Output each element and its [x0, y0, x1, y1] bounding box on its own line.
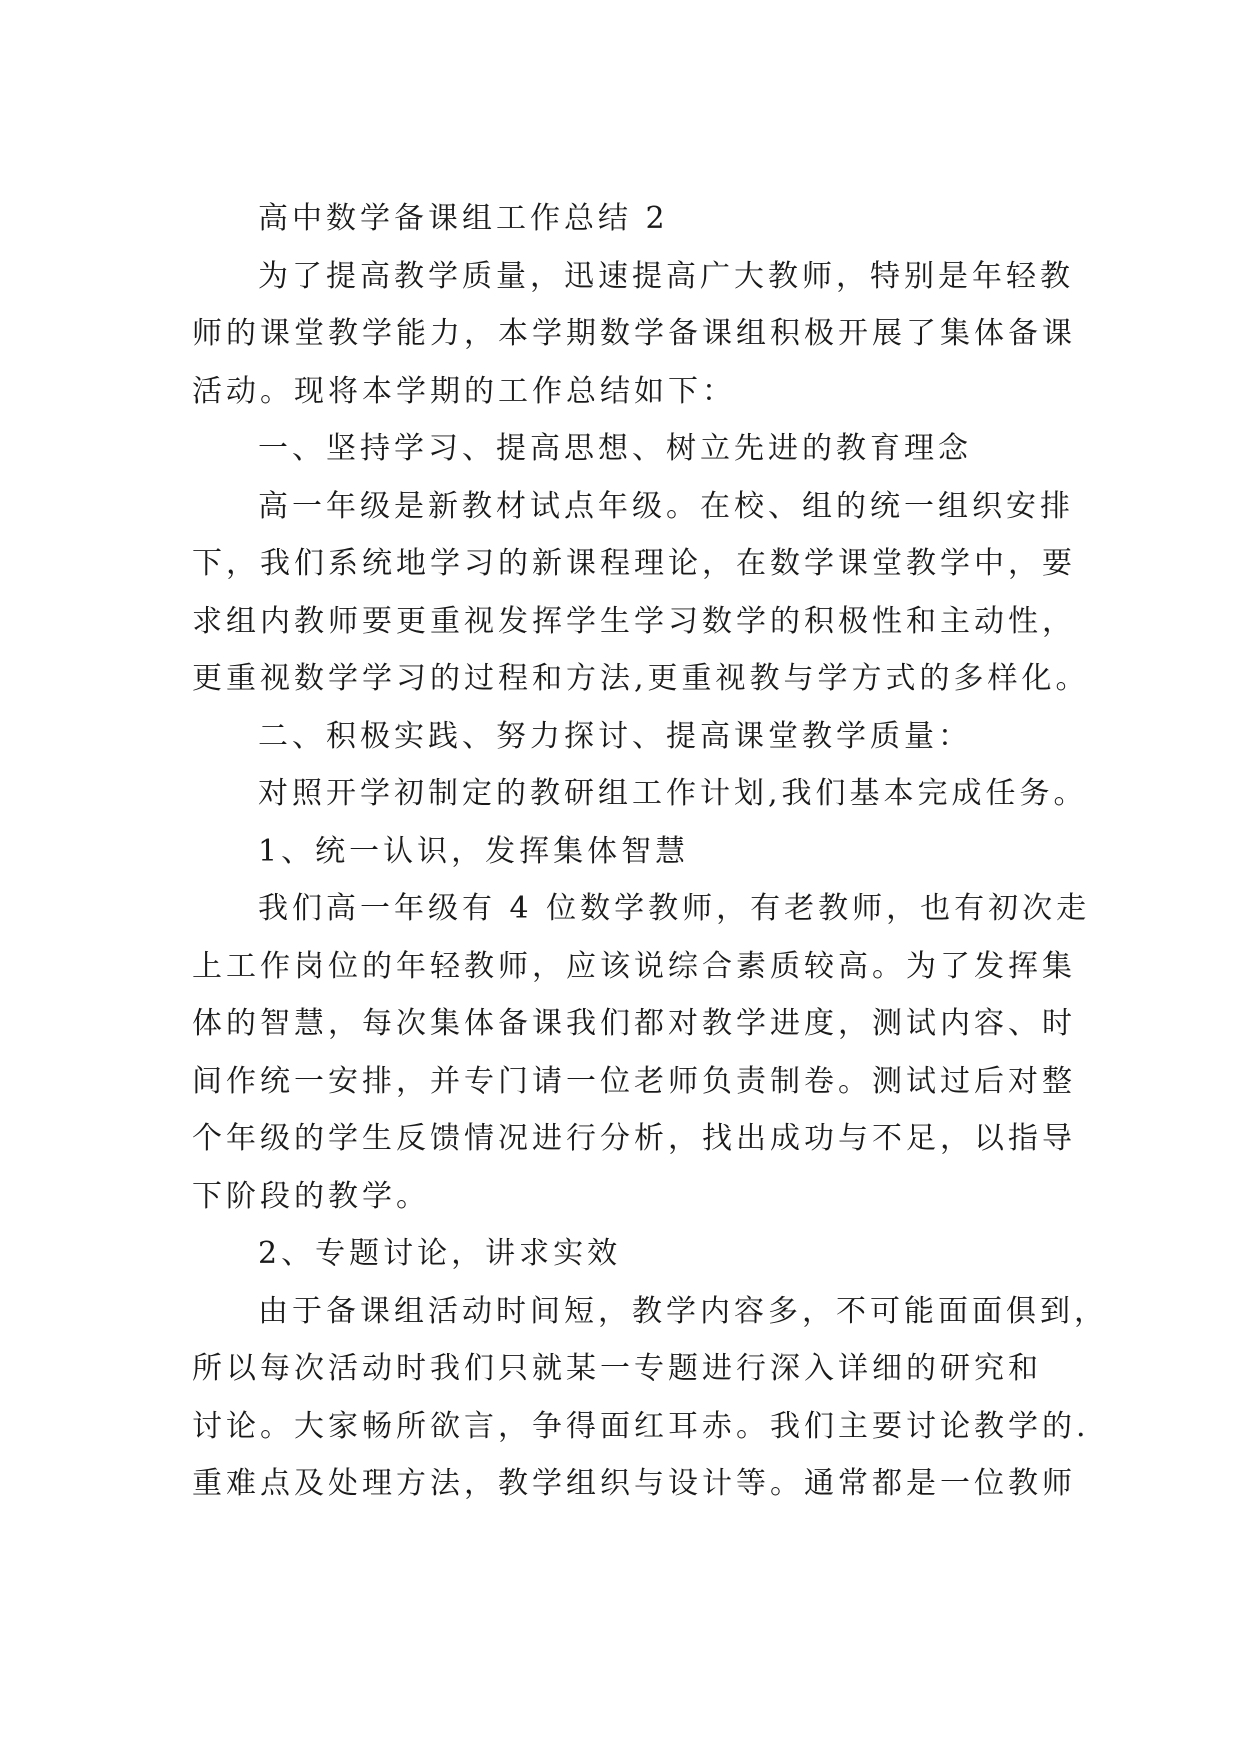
paragraph-line: 下，我们系统地学习的新课程理论，在数学课堂教学中，要	[192, 546, 1076, 581]
paragraph-line: 对照开学初制定的教研组工作计划,我们基本完成任务。	[258, 776, 1088, 811]
subsection-heading: 1、统一认识，发挥集体智慧	[258, 833, 690, 869]
paragraph-line: 体的智慧，每次集体备课我们都对教学进度，测试内容、时	[192, 1006, 1076, 1041]
paragraph-line: 为了提高教学质量，迅速提高广大教师，特别是年轻教	[258, 258, 1074, 294]
paragraph-line: 间作统一安排，并专门请一位老师负责制卷。测试过后对整	[192, 1063, 1076, 1099]
paragraph-line: 所以每次活动时我们只就某一专题进行深入详细的研究和	[192, 1351, 1042, 1386]
paragraph-line: 下阶段的教学。	[192, 1178, 430, 1214]
paragraph-line: 高一年级是新教材试点年级。在校、组的统一组织安排	[258, 488, 1074, 524]
paragraph-line: 重难点及处理方法，教学组织与设计等。通常都是一位教师	[192, 1466, 1076, 1501]
paragraph-line: 师的课堂教学能力，本学期数学备课组积极开展了集体备课	[192, 316, 1076, 351]
paragraph-line: 活动。现将本学期的工作总结如下：	[192, 373, 736, 409]
section-heading: 一、坚持学习、提高思想、树立先进的教育理念	[258, 431, 972, 466]
subsection-heading: 2、专题讨论，讲求实效	[258, 1236, 622, 1271]
section-heading: 二、积极实践、努力探讨、提高课堂教学质量：	[258, 718, 972, 754]
paragraph-line: 由于备课组活动时间短，教学内容多，不可能面面俱到，	[258, 1293, 1108, 1329]
paragraph-line: 我们高一年级有 4 位数学教师，有老教师，也有初次走	[258, 891, 1091, 926]
document-title: 高中数学备课组工作总结 2	[258, 201, 669, 236]
paragraph-line: 上工作岗位的年轻教师，应该说综合素质较高。为了发挥集	[192, 948, 1076, 984]
paragraph-line: 个年级的学生反馈情况进行分析，找出成功与不足，以指导	[192, 1121, 1076, 1156]
paragraph-line: 求组内教师要更重视发挥学生学习数学的积极性和主动性，	[192, 603, 1076, 639]
document-body	[192, 190, 1108, 1513]
paragraph-line: 更重视数学学习的过程和方法,更重视教与学方式的多样化。	[192, 661, 1090, 696]
paragraph-line: 讨论。大家畅所欲言，争得面红耳赤。我们主要讨论教学的.	[192, 1408, 1090, 1444]
